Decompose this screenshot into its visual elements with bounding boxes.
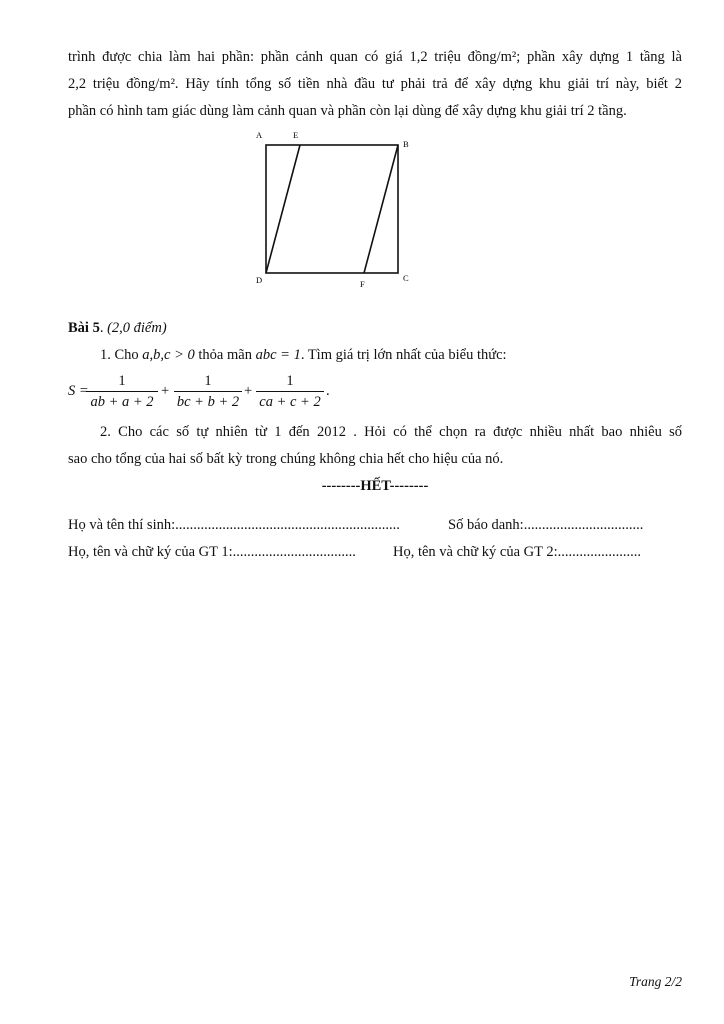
plus-1: + <box>161 383 170 399</box>
bai5-heading: Bài 5. (2,0 điểm) <box>68 320 167 336</box>
end-mark: --------HẾT-------- <box>321 478 429 494</box>
segment-bf <box>364 145 398 273</box>
intro-line-1: trình được chia làm hai phần: phần cảnh quan có giá 1,2 triệu đồng/m²; phần xây dựng 1 tầng là <box>68 49 682 65</box>
bai5-question-2-line-2: sao cho tổng của hai số bất kỳ trong chúng không chia hết cho hiệu của nó. <box>68 451 504 467</box>
candidate-number-field: Số báo danh:................................. <box>448 517 644 533</box>
label-f: F <box>360 279 365 289</box>
fraction-2-den: bc + b + 2 <box>176 394 240 410</box>
label-d: D <box>256 275 263 285</box>
intro-line-2: 2,2 triệu đồng/m². Hãy tính tổng số tiền nhà đầu tư phải trả để xây dựng khu giải trí này, biết 2 <box>68 76 682 92</box>
label-b: B <box>403 139 409 149</box>
gt1-field: Họ, tên và chữ ký của GT 1:.................................. <box>68 544 356 560</box>
fraction-1 <box>86 371 158 412</box>
fraction-1-num: 1 <box>118 373 126 389</box>
fraction-3 <box>256 371 324 412</box>
fraction-1-den: ab + a + 2 <box>90 394 154 410</box>
bai5-question-1 <box>68 342 682 369</box>
fraction-3-den: ca + c + 2 <box>259 394 321 410</box>
square-diagram <box>252 131 422 311</box>
fraction-2-num: 1 <box>204 373 212 389</box>
formula-end: . <box>326 383 330 399</box>
gt2-field: Họ, tên và chữ ký của GT 2:....................... <box>393 544 642 560</box>
formula-lhs: S = <box>68 383 89 399</box>
square-abcd <box>266 145 398 273</box>
signature-row-2 <box>68 539 682 566</box>
q1-mid: thỏa mãn <box>198 347 252 363</box>
signature-row-1 <box>68 512 682 539</box>
fraction-3-num: 1 <box>286 373 294 389</box>
plus-2: + <box>244 383 253 399</box>
intro-line-3: phần có hình tam giác dùng làm cảnh quan và phần còn lại dùng để xây dựng khu giải trí 2 tầng. <box>68 103 627 119</box>
page-number: Trang 2/2 <box>629 974 682 989</box>
bai5-question-2-line-1: 2. Cho các số tự nhiên từ 1 đến 2012 . Hỏi có thể chọn ra được nhiều nhất bao nhiêu số <box>100 424 682 440</box>
bai5-points: (2,0 điểm) <box>107 320 167 336</box>
label-c: C <box>403 273 409 283</box>
bai5-title: Bài 5 <box>68 320 100 336</box>
fraction-2 <box>174 371 242 412</box>
document-page <box>68 44 682 566</box>
q1-prefix: 1. Cho <box>100 347 139 363</box>
candidate-name-field: Họ và tên thí sinh:.............................................................. <box>68 517 400 533</box>
segment-ed <box>266 145 300 273</box>
label-a: A <box>256 131 263 140</box>
q1-condition-product: abc = 1 <box>255 347 301 363</box>
q1-suffix: . Tìm giá trị lớn nhất của biểu thức: <box>300 347 507 363</box>
formula-s <box>68 371 682 419</box>
q1-condition-positive: a,b,c > 0 <box>142 347 195 363</box>
label-e: E <box>293 131 299 140</box>
parallelogram-figure <box>68 131 682 315</box>
